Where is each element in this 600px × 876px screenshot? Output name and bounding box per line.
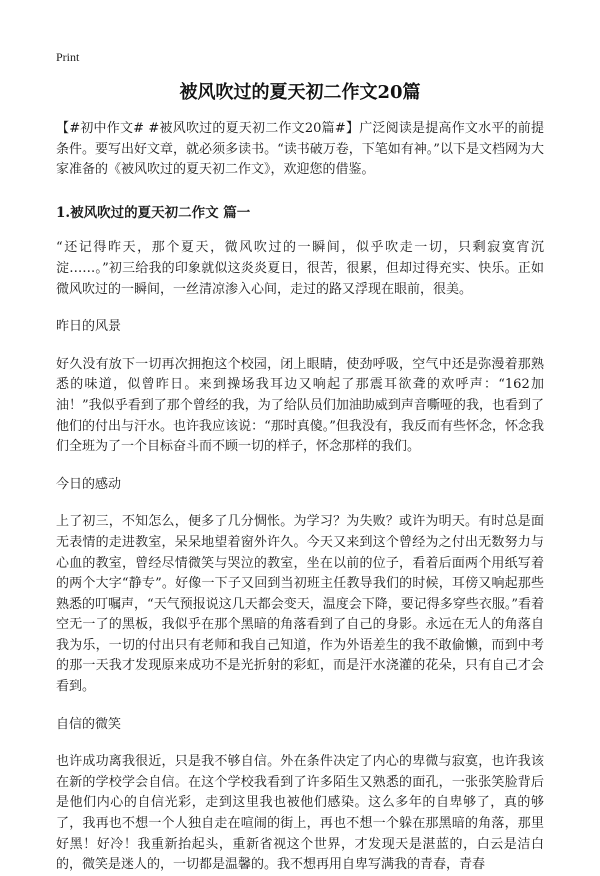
document-body bbox=[56, 119, 544, 876]
paragraph-1: “还记得昨天，那个夏天，微风吹过的一瞬间，似乎吹走一切，只剩寂寞宵沉淀……。”初三给我的印象就似这炎炎夏日，很苦，很累，但却过得充实、快乐。正如微风吹过的一瞬间，一丝清凉渗入心间，走过的路又浮现在眼前，很美。 bbox=[56, 240, 544, 297]
intro-paragraph: 【#初中作文# #被风吹过的夏天初二作文20篇#】广泛阅读是提高作文水平的前提条件。要写出好文章，就必须多读书。“读书破万卷，下笔如有神。”以下是文档网为大家准备的《被风吹过的夏天初二作文》，欢迎您的借鉴。 bbox=[56, 121, 544, 178]
section-title-yesterday: 昨日的风景 bbox=[56, 319, 122, 335]
print-link[interactable]: Print bbox=[56, 50, 80, 64]
section-title-confidence: 自信的微笑 bbox=[56, 716, 122, 732]
section-title-today: 今日的感动 bbox=[56, 476, 122, 492]
article-heading: 1.被风吹过的夏天初二作文 篇一 bbox=[56, 204, 251, 221]
document-title: 被风吹过的夏天初二作文20篇 bbox=[179, 82, 421, 103]
paragraph-3: 上了初三，不知怎么，便多了几分惆怅。为学习？为失败？或许为明天。有时总是面无表情的走进教室，呆呆地望着窗外许久。今天又来到这个曾经为之付出无数努力与心血的教室，曾经尽情微笑与哭泣的教室，坐在以前的位子，看着后面两个用纸写着的两个大字“静专”。好像一下子又回到当初班主任教导我们的时候，耳傍又响起那些熟悉的叮嘱声，“天气预报说这几天都会变天，温度会下降，要记得多穿些衣服。”看着空无一了的黑板，我似乎在那个黑暗的角落看到了自己的身影。永远在无人的角落自我为乐，一切的付出只有老师和我自己知道，作为外语差生的我不敢偷懒，而到中考的那一天我才发现原来成功不是光折射的彩虹，而是汗水浇灌的花朵，只有自己才会看到。 bbox=[56, 514, 544, 695]
paragraph-2: 好久没有放下一切再次拥抱这个校园，闭上眼睛，使劲呼吸，空气中还是弥漫着那熟悉的味道，似曾昨日。来到操场我耳边又响起了那震耳欲聋的欢呼声：“162加油！”我似乎看到了那个曾经的我，为了给队员们加油助威到声音嘶哑的我，也看到了他们的付出与汗水。也许我应该说：“那时真傻。”但我没有，我反而有些怀念，怀念我们全班为了一个目标奋斗而不顾一切的样子，怀念那样的我们。 bbox=[56, 356, 544, 455]
paragraph-4: 也许成功离我很近，只是我不够自信。外在条件决定了内心的卑微与寂寞，也许我该在新的学校学会自信。在这个学校我看到了许多陌生又熟悉的面孔，一张张笑脸背后是他们内心的自信光彩，走到这里我也被他们感染。这么多年的自卑够了，真的够了，我再也不想一个人独自走在喧闹的街上，再也不想一个躲在那黑暗的角落，那里好黑！好冷！我重新抬起头，重新省视这个世界，才发现天是湛蓝的，白云是洁白的，微笑是迷人的，一切都是温馨的。我不想再用自卑写满我的青春，青春 bbox=[56, 754, 544, 873]
